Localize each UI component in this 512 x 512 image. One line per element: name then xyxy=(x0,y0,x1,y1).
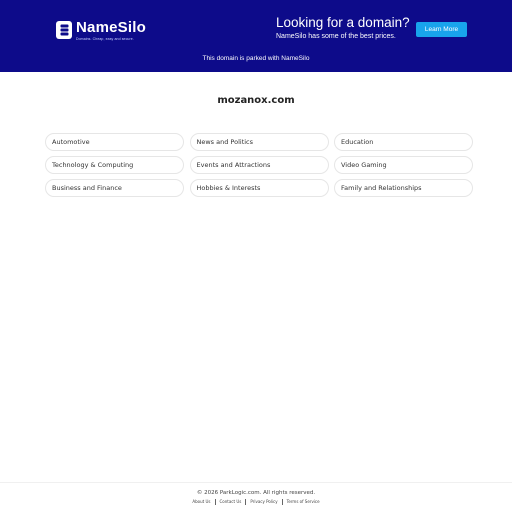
namesilo-logo-icon xyxy=(56,21,72,39)
promo-subtitle: NameSilo has some of the best prices. xyxy=(276,33,396,40)
category-technology-computing[interactable]: Technology & Computing xyxy=(45,156,184,174)
promo-title: Looking for a domain? xyxy=(276,15,410,30)
footer-link-about-us[interactable]: About Us xyxy=(192,499,211,504)
namesilo-logo[interactable] xyxy=(56,20,146,41)
parked-notice: This domain is parked with NameSilo xyxy=(202,55,310,62)
footer-copyright: © 2026 ParkLogic.com. All rights reserved. xyxy=(196,490,316,496)
category-grid xyxy=(45,133,473,197)
footer-link-contact-us[interactable]: Contact Us xyxy=(219,499,242,504)
category-automotive[interactable]: Automotive xyxy=(45,133,184,151)
footer-links xyxy=(0,499,512,505)
category-hobbies-interests[interactable]: Hobbies & Interests xyxy=(190,179,329,197)
domain-title: mozanox.com xyxy=(217,95,295,106)
category-video-gaming[interactable]: Video Gaming xyxy=(334,156,473,174)
category-education[interactable]: Education xyxy=(334,133,473,151)
learn-more-button[interactable]: Learn More xyxy=(416,22,467,37)
category-business-and-finance[interactable]: Business and Finance xyxy=(45,179,184,197)
footer-divider xyxy=(0,482,512,483)
category-events-and-attractions[interactable]: Events and Attractions xyxy=(190,156,329,174)
namesilo-banner xyxy=(0,0,512,72)
logo-name: NameSilo xyxy=(76,19,146,36)
footer-link-terms-of-service[interactable]: Terms of Service xyxy=(286,499,320,504)
category-family-and-relationships[interactable]: Family and Relationships xyxy=(334,179,473,197)
category-news-and-politics[interactable]: News and Politics xyxy=(190,133,329,151)
footer-link-privacy-policy[interactable]: Privacy Policy xyxy=(250,499,278,504)
logo-tagline: Domains. Cheap, easy and secure. xyxy=(76,37,134,41)
